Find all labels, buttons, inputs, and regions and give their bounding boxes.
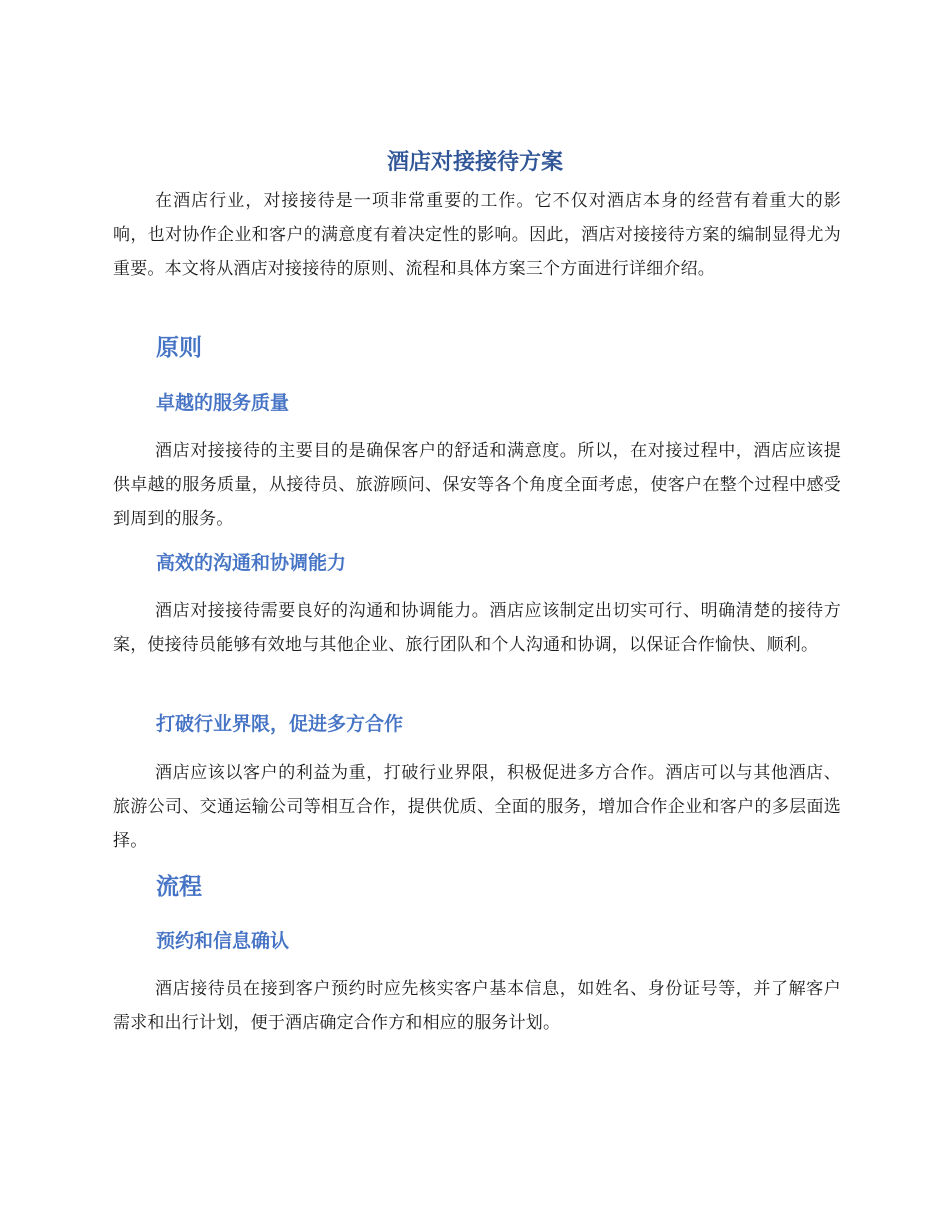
section-heading-principles: 原则 (156, 335, 202, 361)
subsection-heading-reservation: 预约和信息确认 (156, 930, 290, 952)
intro-paragraph: 在酒店行业，对接接待是一项非常重要的工作。它不仅对酒店本身的经营有着重大的影响，也对协作企业和客户的满意度有着决定性的影响。因此，酒店对接接待方案的编制显得尤为重要。本文将从酒店对接接待的原则、流程和具体方案三个方面进行详细介绍。 (113, 191, 841, 279)
subsection-body-cooperation: 酒店应该以客户的利益为重，打破行业界限，积极促进多方合作。酒店可以与其他酒店、旅游公司、交通运输公司等相互合作，提供优质、全面的服务，增加合作企业和客户的多层面选择。 (113, 763, 841, 851)
subsection-heading-communication: 高效的沟通和协调能力 (156, 552, 347, 574)
subsection-heading-cooperation: 打破行业界限，促进多方合作 (156, 713, 404, 735)
subsection-body-reservation: 酒店接待员在接到客户预约时应先核实客户基本信息，如姓名、身份证号等，并了解客户需求和出行计划，便于酒店确定合作方和相应的服务计划。 (113, 979, 841, 1033)
section-heading-process: 流程 (156, 874, 202, 900)
document-title: 酒店对接接待方案 (386, 150, 563, 175)
subsection-body-service-quality: 酒店对接接待的主要目的是确保客户的舒适和满意度。所以，在对接过程中，酒店应该提供卓越的服务质量，从接待员、旅游顾问、保安等各个角度全面考虑，使客户在整个过程中感受到周到的服务。 (113, 441, 841, 529)
subsection-body-communication: 酒店对接接待需要良好的沟通和协调能力。酒店应该制定出切实可行、明确清楚的接待方案，使接待员能够有效地与其他企业、旅行团队和个人沟通和协调，以保证合作愉快、顺利。 (113, 601, 841, 655)
subsection-heading-service-quality: 卓越的服务质量 (156, 392, 290, 414)
